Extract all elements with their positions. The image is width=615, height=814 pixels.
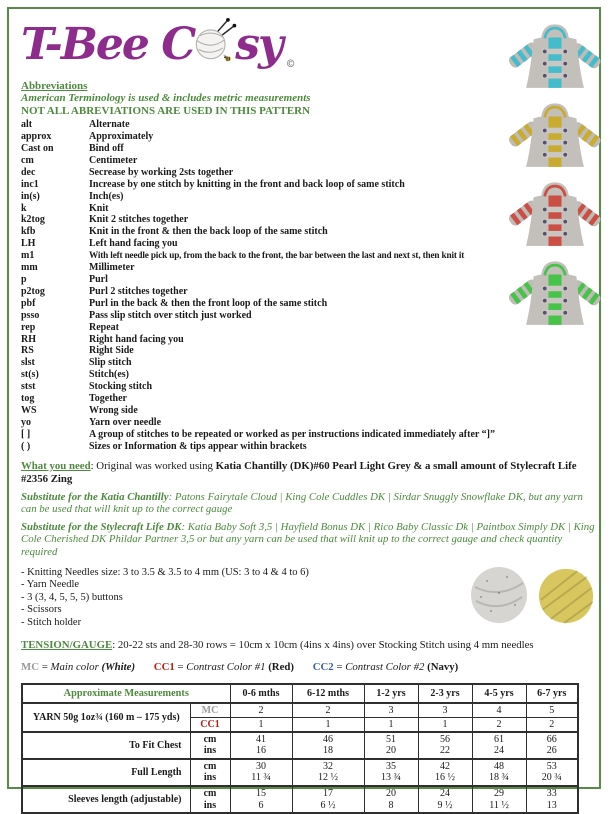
what-you-need bbox=[21, 460, 597, 486]
logo-text-right: sy bbox=[235, 18, 282, 70]
table-cell: 1 bbox=[364, 717, 418, 732]
cardigan-photo-turquoise bbox=[513, 20, 597, 96]
table-cell: 56 22 bbox=[418, 732, 472, 759]
size-col-header: 6-7 yrs bbox=[526, 684, 578, 703]
size-col-header: 2-3 yrs bbox=[418, 684, 472, 703]
abbr-row: RS Right Side bbox=[21, 345, 134, 357]
table-cell: 32 12 ½ bbox=[292, 759, 364, 786]
cc1-sublabel: CC1 bbox=[190, 717, 230, 732]
supply-item: - Stitch holder bbox=[21, 616, 82, 628]
table-cell: 3 bbox=[364, 703, 418, 718]
abbr-row: p Purl bbox=[21, 274, 108, 285]
table-cell: 1 bbox=[230, 717, 292, 732]
abbr-row: dec Secrease by working 2sts together bbox=[21, 166, 234, 178]
table-cell: 66 26 bbox=[526, 732, 578, 759]
substitute-katia: Substitute for the Katia Chantilly: Patons Fairytale Cloud | King Cole Cuddles DK | Sirdar Snuggly Snowflake DK, but any yarn can be used that will knit up to the correct gauge bbox=[21, 490, 583, 516]
abbr-row: k2tog Knit 2 stitches together bbox=[21, 214, 189, 226]
table-cell: 35 13 ¾ bbox=[364, 759, 418, 786]
supply-item: - Knitting Needles size: 3 to 3.5 & 3.5 to 4 mm (US: 3 to 4 & 4 to 6) bbox=[21, 566, 309, 578]
abbr-row: slst Slip stitch bbox=[21, 357, 132, 369]
tension-text: : 20-22 sts and 28-30 rows = 10cm x 10cm (4ins x 4ins) over Stocking Stitch using 4 mm needles bbox=[112, 638, 534, 651]
abbr-row: approx Approximately bbox=[21, 131, 154, 143]
logo-text-left: T-Bee C bbox=[21, 18, 195, 70]
table-cell: 33 13 bbox=[526, 786, 578, 813]
cardigan-photo-red bbox=[513, 178, 597, 254]
logo-copyright: © bbox=[285, 59, 296, 70]
size-col-header: 4-5 yrs bbox=[472, 684, 526, 703]
abbr-row: Cast on Bind off bbox=[21, 143, 124, 155]
table-cell: 17 6 ½ bbox=[292, 786, 364, 813]
abbreviations-heading bbox=[21, 80, 597, 117]
supply-item: - Scissors bbox=[21, 604, 62, 616]
table-cell: 41 16 bbox=[230, 732, 292, 759]
legend-mc: MC = Main color (White) bbox=[21, 660, 136, 673]
yarn-mc-row bbox=[22, 703, 578, 718]
terminology-note: American Terminology is used & includes metric measurements bbox=[21, 92, 311, 105]
table-cell: 2 bbox=[292, 703, 364, 718]
table-cell: 2 bbox=[472, 717, 526, 732]
table-cell: 48 18 ¾ bbox=[472, 759, 526, 786]
abbr-row: WS Wrong side bbox=[21, 404, 138, 416]
abbr-row: k Knit bbox=[21, 202, 109, 214]
table-cell: 20 8 bbox=[364, 786, 418, 813]
legend-cc1: CC1 = Contrast Color #1 (Red) bbox=[153, 660, 294, 673]
table-cell: 2 bbox=[230, 703, 292, 718]
what-you-need-label: What you need bbox=[21, 459, 91, 472]
abbr-row: st(s) Stitch(es) bbox=[21, 369, 129, 381]
row-label: To Fit Chest bbox=[22, 732, 190, 759]
abbr-row: tog Together bbox=[21, 393, 127, 405]
unit-cell: cm ins bbox=[190, 759, 230, 786]
abbr-row: alt Alternate bbox=[21, 119, 130, 131]
abbr-row: m1 With left needle pick up, from the back to the front, the bar between the last and next st, then knit it bbox=[21, 250, 465, 262]
table-cell: 30 11 ¾ bbox=[230, 759, 292, 786]
bee-icon bbox=[224, 56, 231, 61]
abbr-row: [ ] A group of stitches to be repeated or worked as per instructions indicated immediately after “]” bbox=[21, 428, 495, 440]
size-col-header: 6-12 mths bbox=[292, 684, 364, 703]
page-content bbox=[21, 12, 597, 814]
table-cell: 42 16 ½ bbox=[418, 759, 472, 786]
abbr-row: LH Left hand facing you bbox=[21, 238, 178, 250]
tension-gauge bbox=[21, 639, 597, 651]
chest-row bbox=[22, 732, 578, 759]
yarn-row-label: YARN 50g 1oz¾ (160 m – 175 yds) bbox=[22, 703, 190, 732]
logo bbox=[21, 12, 505, 76]
length-row bbox=[22, 759, 578, 786]
abbr-row: ( ) Sizes or Information & tips appear within brackets bbox=[21, 440, 307, 452]
table-cell: 1 bbox=[418, 717, 472, 732]
table-cell: 3 bbox=[418, 703, 472, 718]
not-all-note: NOT ALL ABREVIATIONS ARE USED IN THIS PATTERN bbox=[21, 104, 311, 117]
tension-label: TENSION/GAUGE bbox=[21, 638, 113, 651]
abbreviations-title: Abbreviations bbox=[21, 80, 88, 92]
table-cell: 5 bbox=[526, 703, 578, 718]
yarn-used: Katia Chantilly (DK)#60 Pearl Light Grey & a small amount of Stylecraft Life #2356 Zing bbox=[21, 459, 577, 485]
yarn-swatch-photos bbox=[465, 565, 595, 630]
abbreviations-list bbox=[21, 119, 597, 452]
color-legend bbox=[21, 661, 597, 673]
unit-cell: cm ins bbox=[190, 732, 230, 759]
row-label: Sleeves length (adjustable) bbox=[22, 786, 190, 813]
what-you-need-intro: : Original was worked using bbox=[90, 459, 216, 472]
abbr-row: pbf Purl in the back & then the front loop of the same stitch bbox=[21, 297, 328, 309]
measurements-table bbox=[21, 683, 579, 814]
yarn-ball-icon bbox=[192, 14, 238, 66]
abbr-row: yo Yarn over needle bbox=[21, 416, 162, 428]
table-title: Approximate Measurements bbox=[22, 684, 230, 703]
cardigan-photo-mustard bbox=[513, 99, 597, 175]
abbr-row: inc1 Increase by one stitch by knitting in the front and back loop of same stitch bbox=[21, 178, 405, 190]
supply-item: - Yarn Needle bbox=[21, 579, 80, 591]
abbr-row: stst Stocking stitch bbox=[21, 381, 153, 393]
sleeves-row bbox=[22, 786, 578, 813]
abbr-row: in(s) Inch(es) bbox=[21, 190, 124, 202]
size-col-header: 1-2 yrs bbox=[364, 684, 418, 703]
table-cell: 29 11 ½ bbox=[472, 786, 526, 813]
cardigan-photo-column bbox=[513, 20, 597, 336]
table-cell: 46 18 bbox=[292, 732, 364, 759]
table-cell: 53 20 ¾ bbox=[526, 759, 578, 786]
abbr-row: cm Centimeter bbox=[21, 154, 138, 166]
supply-item: - 3 (3, 4, 5, 5, 5) buttons bbox=[21, 591, 123, 603]
abbr-row: RH Right hand facing you bbox=[21, 333, 184, 345]
cardigan-photo-green bbox=[513, 257, 597, 333]
table-cell: 61 24 bbox=[472, 732, 526, 759]
table-header-row bbox=[22, 684, 578, 703]
size-col-header: 0-6 mths bbox=[230, 684, 292, 703]
abbr-row: kfb Knit in the front & then the back loop of the same stitch bbox=[21, 226, 328, 238]
unit-cell: cm ins bbox=[190, 786, 230, 813]
table-cell: 15 6 bbox=[230, 786, 292, 813]
mc-sublabel: MC bbox=[190, 703, 230, 718]
yarn-swatch-yellow bbox=[537, 567, 595, 625]
abbr-row: p2tog Purl 2 stitches together bbox=[21, 285, 188, 297]
legend-cc2: CC2 = Contrast Color #2 (Navy) bbox=[312, 660, 459, 673]
table-cell: 4 bbox=[472, 703, 526, 718]
abbr-row: mm Millimeter bbox=[21, 262, 135, 274]
table-cell: 24 9 ½ bbox=[418, 786, 472, 813]
yarn-swatch-grey bbox=[469, 565, 529, 625]
table-cell: 51 20 bbox=[364, 732, 418, 759]
abbr-row: rep Repeat bbox=[21, 321, 119, 333]
table-cell: 2 bbox=[526, 717, 578, 732]
row-label: Full Length bbox=[22, 759, 190, 786]
table-cell: 1 bbox=[292, 717, 364, 732]
abbr-row: psso Pass slip stitch over stitch just worked bbox=[21, 309, 252, 321]
substitute-stylecraft: Substitute for the Stylecraft Life DK: Katia Baby Soft 3,5 | Hayfield Bonus DK | Rico Baby Classic Dk | Paintbox Simply DK | King Cole Cherished DK Phildar Partner 3,5 or but any yarn can be used that will knit up to the correct gauge and check quantity required bbox=[21, 520, 595, 558]
